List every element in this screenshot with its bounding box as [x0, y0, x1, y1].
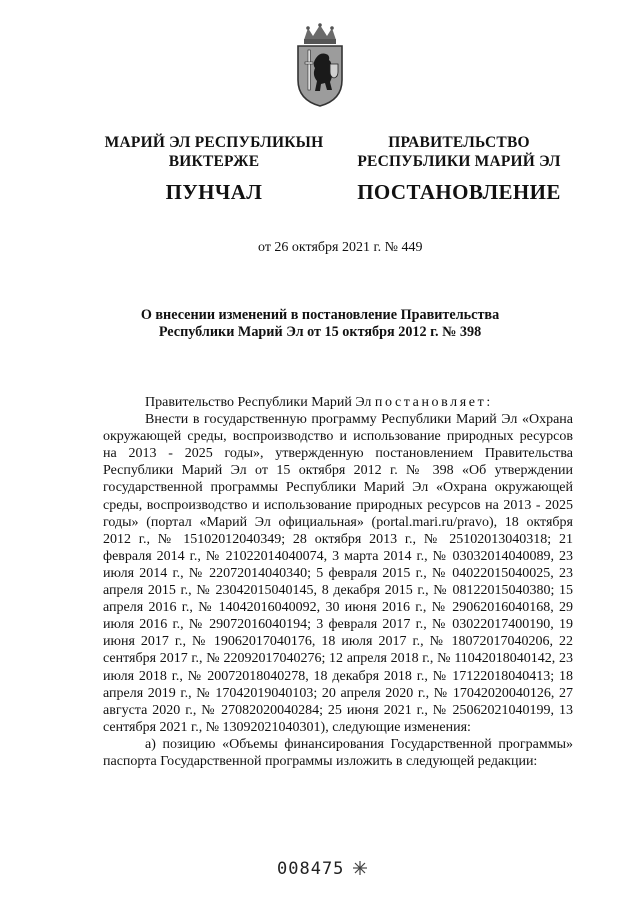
document-title: О внесении изменений в постановление Правительства Республики Марий Эл от 15 октября 2012 г. № 398: [140, 307, 500, 340]
coat-of-arms-emblem: [294, 22, 346, 108]
preamble: [103, 394, 573, 411]
header-left: [100, 133, 328, 205]
header-right-doctype: ПОСТАНОВЛЕНИЕ: [357, 180, 561, 204]
header-left-line-2: ВИКТЕРЖЕ: [168, 153, 260, 170]
item-a-paragraph: а) позицию «Объемы финансирования Государственной программы» паспорта Государственной программы изложить в следующей редакции:: [103, 736, 573, 769]
registration-number: 008475: [277, 859, 345, 879]
header-left-line-1: МАРИЙ ЭЛ РЕСПУБЛИКЫН: [104, 134, 324, 151]
header-right-line-1: ПРАВИТЕЛЬСТВО: [388, 134, 530, 151]
header-right-line-2: РЕСПУБЛИКИ МАРИЙ ЭЛ: [357, 153, 561, 170]
header-left-doctype: ПУНЧАЛ: [165, 180, 263, 204]
asterisk-mark-icon: [352, 860, 368, 876]
preamble-spaced: постановляет:: [374, 395, 493, 410]
main-paragraph: Внести в государственную программу Республики Марий Эл «Охрана окружающей среды, воспроизводство и использование природных ресурсов на 2013 - 2025 годы», утвержденную постановлением Правительства Республики Марий Эл от 15 октября 2012 г. № 398 «Об утверждении государственной программы Республики Марий Эл «Охрана окружающей среды, воспроизводство и использование природных ресурсов на 2013 - 2025 годы» (портал «Марий Эл официальная» (portal.mari.ru/pravo), 18 октября 2012 г., № 15102012040349; 28 октября 2013 г., № 25102013040318; 21 февраля 2014 г., № 21022014040074, 3 марта 2014 г., № 03032014040089, 23 июля 2014 г., № 22072014040340; 5 февраля 2015 г., № 04022015040025, 23 апреля 2015 г., № 23042015040145, 8 декабря 2015 г., № 08122015040380; 15 апреля 2016 г., № 14042016040092, 30 июня 2016 г., № 29062016040168, 29 июля 2016 г., № 29072016040194; 3 февраля 2017 г., № 03022017400190, 19 июня 2017 г., № 19062017040176, 18 июля 2017 г., № 18072017040206, 22 сентября 2017 г., № 22092017040276; 12 апреля 2018 г., № 11042018040142, 23 июля 2018 г., № 20072018040278, 18 декабря 2018 г., № 17122018040413; 18 апреля 2019 г., № 17042019040103; 20 апреля 2020 г., № 17042020040126, 27 августа 2020 г., № 27082020040284; 25 июня 2021 г., № 25062021040199, 13 сентября 2021 г., № 13092021040301), следующие изменения:: [103, 412, 573, 735]
document-dateline: от 26 октября 2021 г. № 449: [258, 240, 423, 255]
document-body: [103, 394, 573, 770]
header-right: [350, 133, 568, 205]
preamble-prefix: Правительство Республики Марий Эл: [145, 395, 375, 410]
